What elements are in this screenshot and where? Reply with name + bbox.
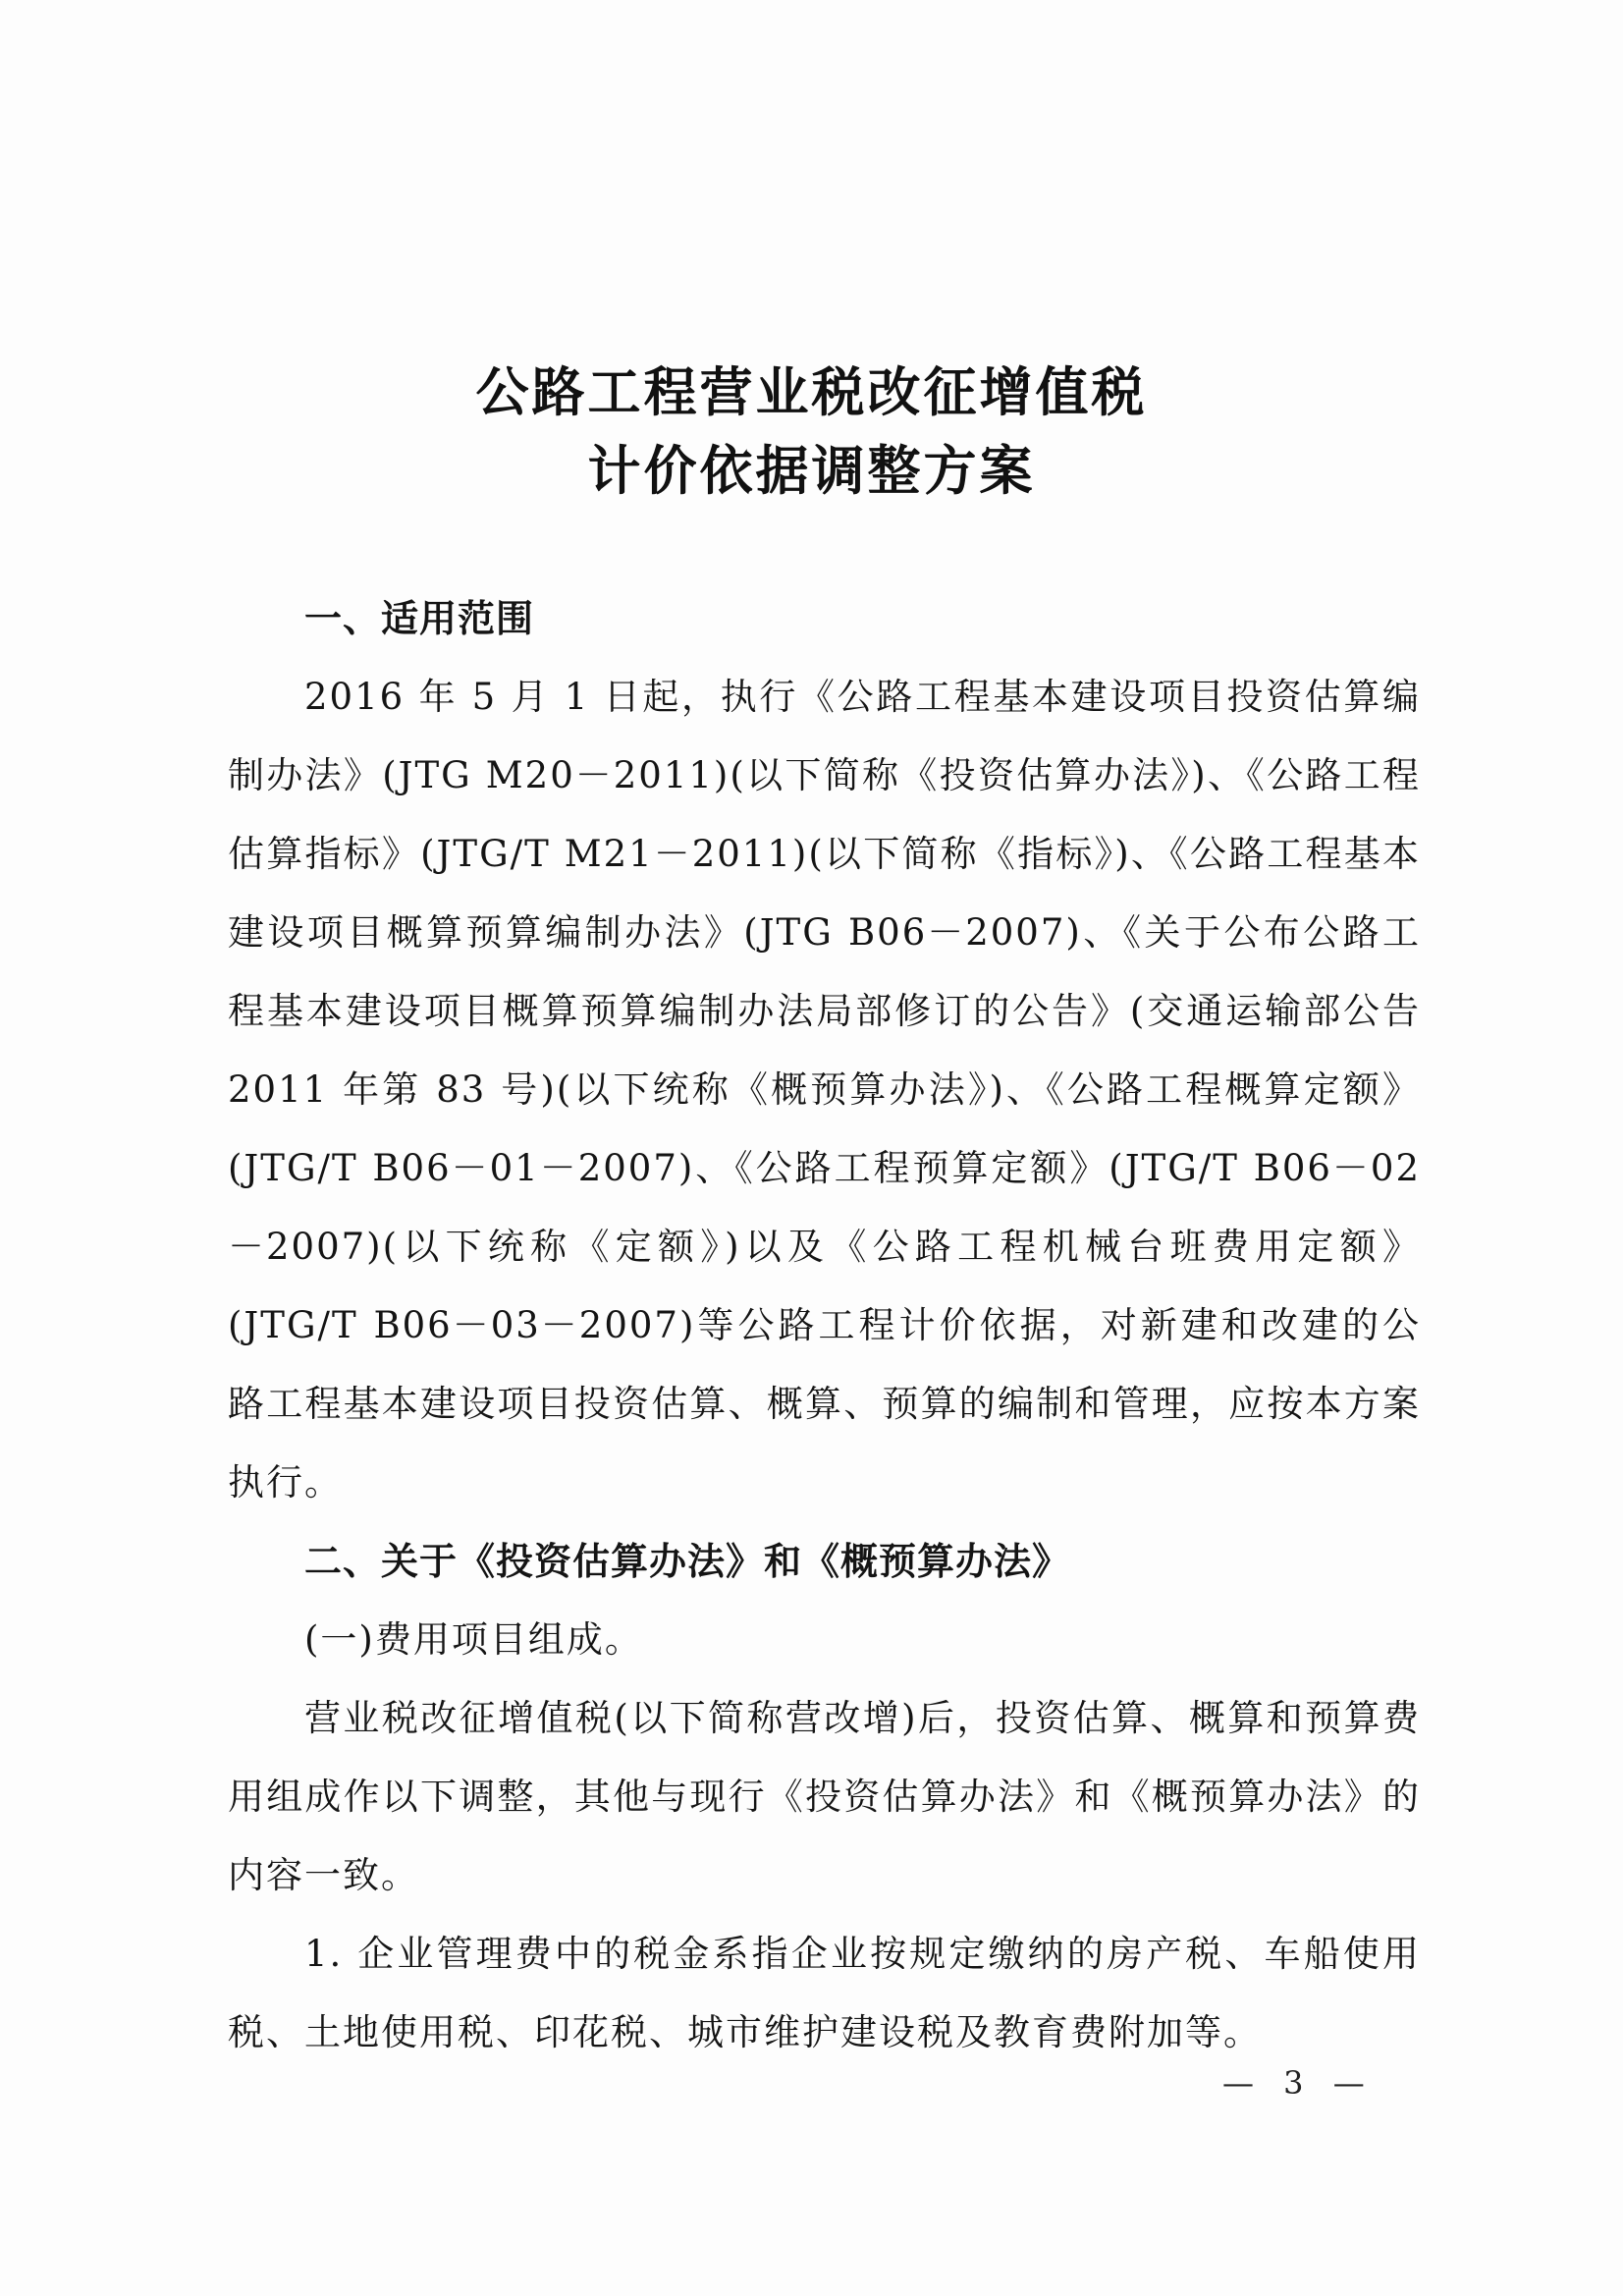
document-body <box>228 579 1421 2072</box>
section-heading-methods: 二、关于《投资估算办法》和《概预算办法》 <box>304 1540 1071 1583</box>
title-line-1: 公路工程营业税改征增值税 <box>475 361 1148 423</box>
section-heading-scope: 一、适用范围 <box>304 597 535 640</box>
paragraph-management-tax: 1. 企业管理费中的税金系指企业按规定缴纳的房产税、车船使用税、土地使用税、印花税、城市维护建设税及教育费附加等。 <box>228 1933 1421 2053</box>
page-number: — 3 — <box>1222 2064 1375 2102</box>
subheading-cost-items: (一)费用项目组成。 <box>304 1618 643 1661</box>
paragraph-cost-adjustment: 营业税改征增值税(以下简称营改增)后，投资估算、概算和预算费用组成作以下调整，其他与现行《投资估算办法》和《概预算办法》的内容一致。 <box>228 1697 1421 1896</box>
document-title <box>0 354 1623 511</box>
paragraph-scope: 2016 年 5 月 1 日起，执行《公路工程基本建设项目投资估算编制办法》(JTG M20－2011)(以下简称《投资估算办法》)、《公路工程估算指标》(JTG/T M21－2011)(以下简称《指标》)、《公路工程基本建设项目概算预算编制办法》(JTG B06－2007)、《关于公布公路工程基本建设项目概算预算编制办法局部修订的公告》(交通运输部公告 2011 年第 83 号)(以下统称《概预算办法》)、《公路工程概算定额》(JTG/T B06－01－2007)、《公路工程预算定额》(JTG/T B06－02－2007)(以下统称《定额》)以及《公路工程机械台班费用定额》(JTG/T B06－03－2007)等公路工程计价依据，对新建和改建的公路工程基本建设项目投资估算、概算、预算的编制和管理，应按本方案执行。 <box>228 676 1421 1503</box>
title-line-2: 计价依据调整方案 <box>587 440 1036 502</box>
